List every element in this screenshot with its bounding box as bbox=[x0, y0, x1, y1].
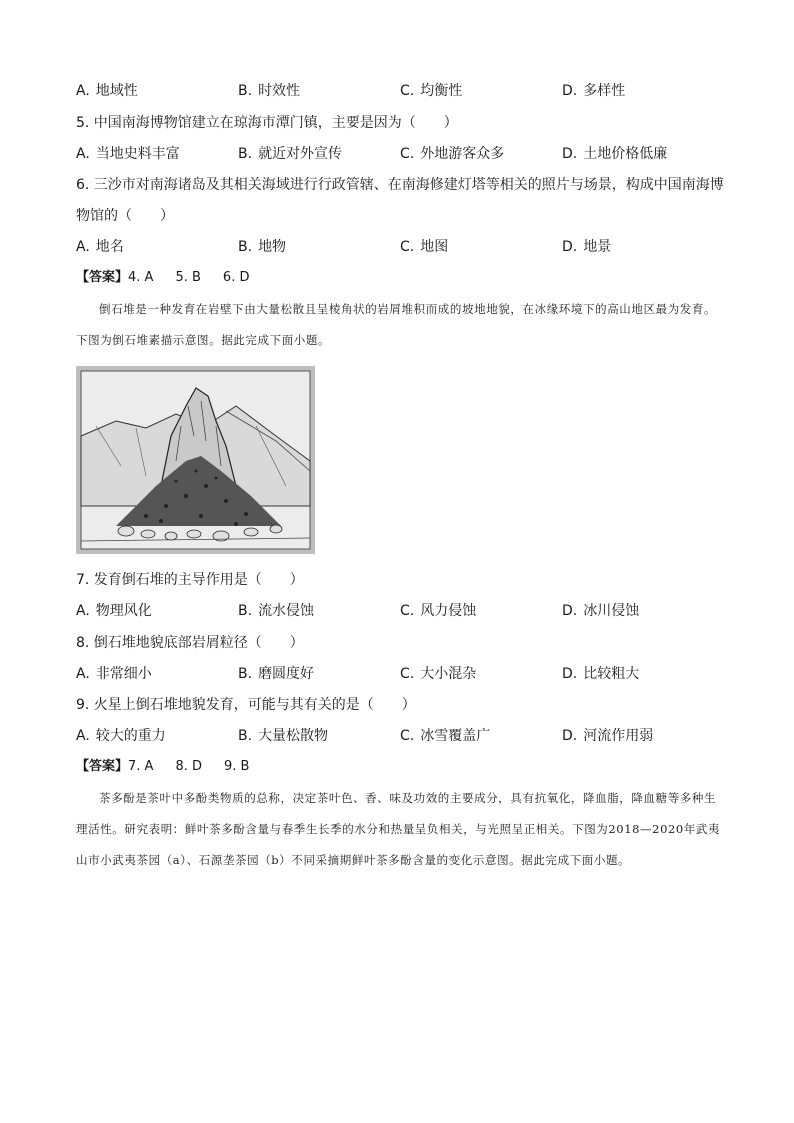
q4-option-c: C. 均衡性 bbox=[400, 83, 463, 99]
q5-option-a: A. 当地史料丰富 bbox=[76, 146, 180, 162]
q9-option-c: C. 冰雪覆盖广 bbox=[400, 728, 491, 744]
answer-item: 7. A bbox=[128, 759, 154, 774]
q6-option-b: B. 地物 bbox=[238, 239, 287, 255]
q9-stem: 9. 火星上倒石堆地貌发育，可能与其有关的是（ ） bbox=[76, 697, 416, 713]
scree-sketch-image bbox=[76, 366, 315, 554]
q9-option-a: A. 较大的重力 bbox=[76, 728, 166, 744]
q5-options bbox=[76, 144, 736, 164]
q4-option-b: B. 时效性 bbox=[238, 83, 301, 99]
q5-stem: 5. 中国南海博物馆建立在琼海市潭门镇，主要是因为（ ） bbox=[76, 115, 458, 131]
q6-stem-line1: 6. 三沙市对南海诸岛及其相关海域进行行政管辖、在南海修建灯塔等相关的照片与场景，构成中国南海博 bbox=[76, 177, 724, 193]
q4-option-a: A. 地域性 bbox=[76, 83, 138, 99]
q7-stem: 7. 发育倒石堆的主导作用是（ ） bbox=[76, 572, 304, 588]
q7-option-c: C. 风力侵蚀 bbox=[400, 603, 477, 619]
answer-label: 【答案】 bbox=[76, 759, 129, 774]
scree-sketch-figure bbox=[76, 366, 315, 554]
answer-item: 8. D bbox=[175, 759, 202, 774]
q8-option-d: D. 比较粗大 bbox=[562, 666, 640, 682]
q8-stem: 8. 倒石堆地貌底部岩屑粒径（ ） bbox=[76, 635, 304, 651]
q8-option-c: C. 大小混杂 bbox=[400, 666, 477, 682]
q7-options bbox=[76, 601, 736, 621]
answer-item: 6. D bbox=[222, 270, 250, 285]
q6-options bbox=[76, 237, 736, 257]
q8-option-b: B. 磨圆度好 bbox=[238, 666, 315, 682]
answer-block-1 bbox=[76, 268, 271, 288]
q5-option-c: C. 外地游客众多 bbox=[400, 146, 505, 162]
answer-label: 【答案】 bbox=[76, 270, 129, 285]
answer-item: 5. B bbox=[175, 270, 201, 285]
q8-options bbox=[76, 664, 736, 684]
q6-option-d: D. 地景 bbox=[562, 239, 612, 255]
q9-options bbox=[76, 726, 736, 746]
passage-tea-polyphenols: 茶多酚是茶叶中多酚类物质的总称，决定茶叶色、香、味及功效的主要成分，具有抗氧化，降血脂，降血糖等多种生理活性。研究表明：鲜叶茶多酚含量与春季生长季的水分和热量呈负相关，与光照呈正相关。下图为2018—2020年武夷山市小武夷茶园（a）、石源垄茶园（b）不同采摘期鲜叶茶多酚含量的变化示意图。据此完成下面小题。 bbox=[76, 791, 721, 867]
answer-item: 9. B bbox=[224, 759, 250, 774]
q5-option-b: B. 就近对外宣传 bbox=[238, 146, 343, 162]
answer-block-2 bbox=[76, 757, 271, 777]
q8-option-a: A. 非常细小 bbox=[76, 666, 152, 682]
q7-option-d: D. 冰川侵蚀 bbox=[562, 603, 640, 619]
q9-option-b: B. 大量松散物 bbox=[238, 728, 329, 744]
q4-option-d: D. 多样性 bbox=[562, 83, 626, 99]
passage-scree: 倒石堆是一种发育在岩壁下由大量松散且呈棱角状的岩屑堆积而成的坡地地貌，在冰缘环境下的高山地区最为发育。下图为倒石堆素描示意图。据此完成下面小题。 bbox=[76, 302, 717, 347]
q9-option-d: D. 河流作用弱 bbox=[562, 728, 654, 744]
q6-option-c: C. 地图 bbox=[400, 239, 449, 255]
q5-option-d: D. 土地价格低廉 bbox=[562, 146, 668, 162]
q7-option-b: B. 流水侵蚀 bbox=[238, 603, 315, 619]
answer-item: 4. A bbox=[128, 270, 154, 285]
q4-options bbox=[76, 81, 736, 101]
q7-option-a: A. 物理风化 bbox=[76, 603, 152, 619]
q6-stem-line2: 物馆的（ ） bbox=[76, 208, 174, 224]
q6-option-a: A. 地名 bbox=[76, 239, 124, 255]
